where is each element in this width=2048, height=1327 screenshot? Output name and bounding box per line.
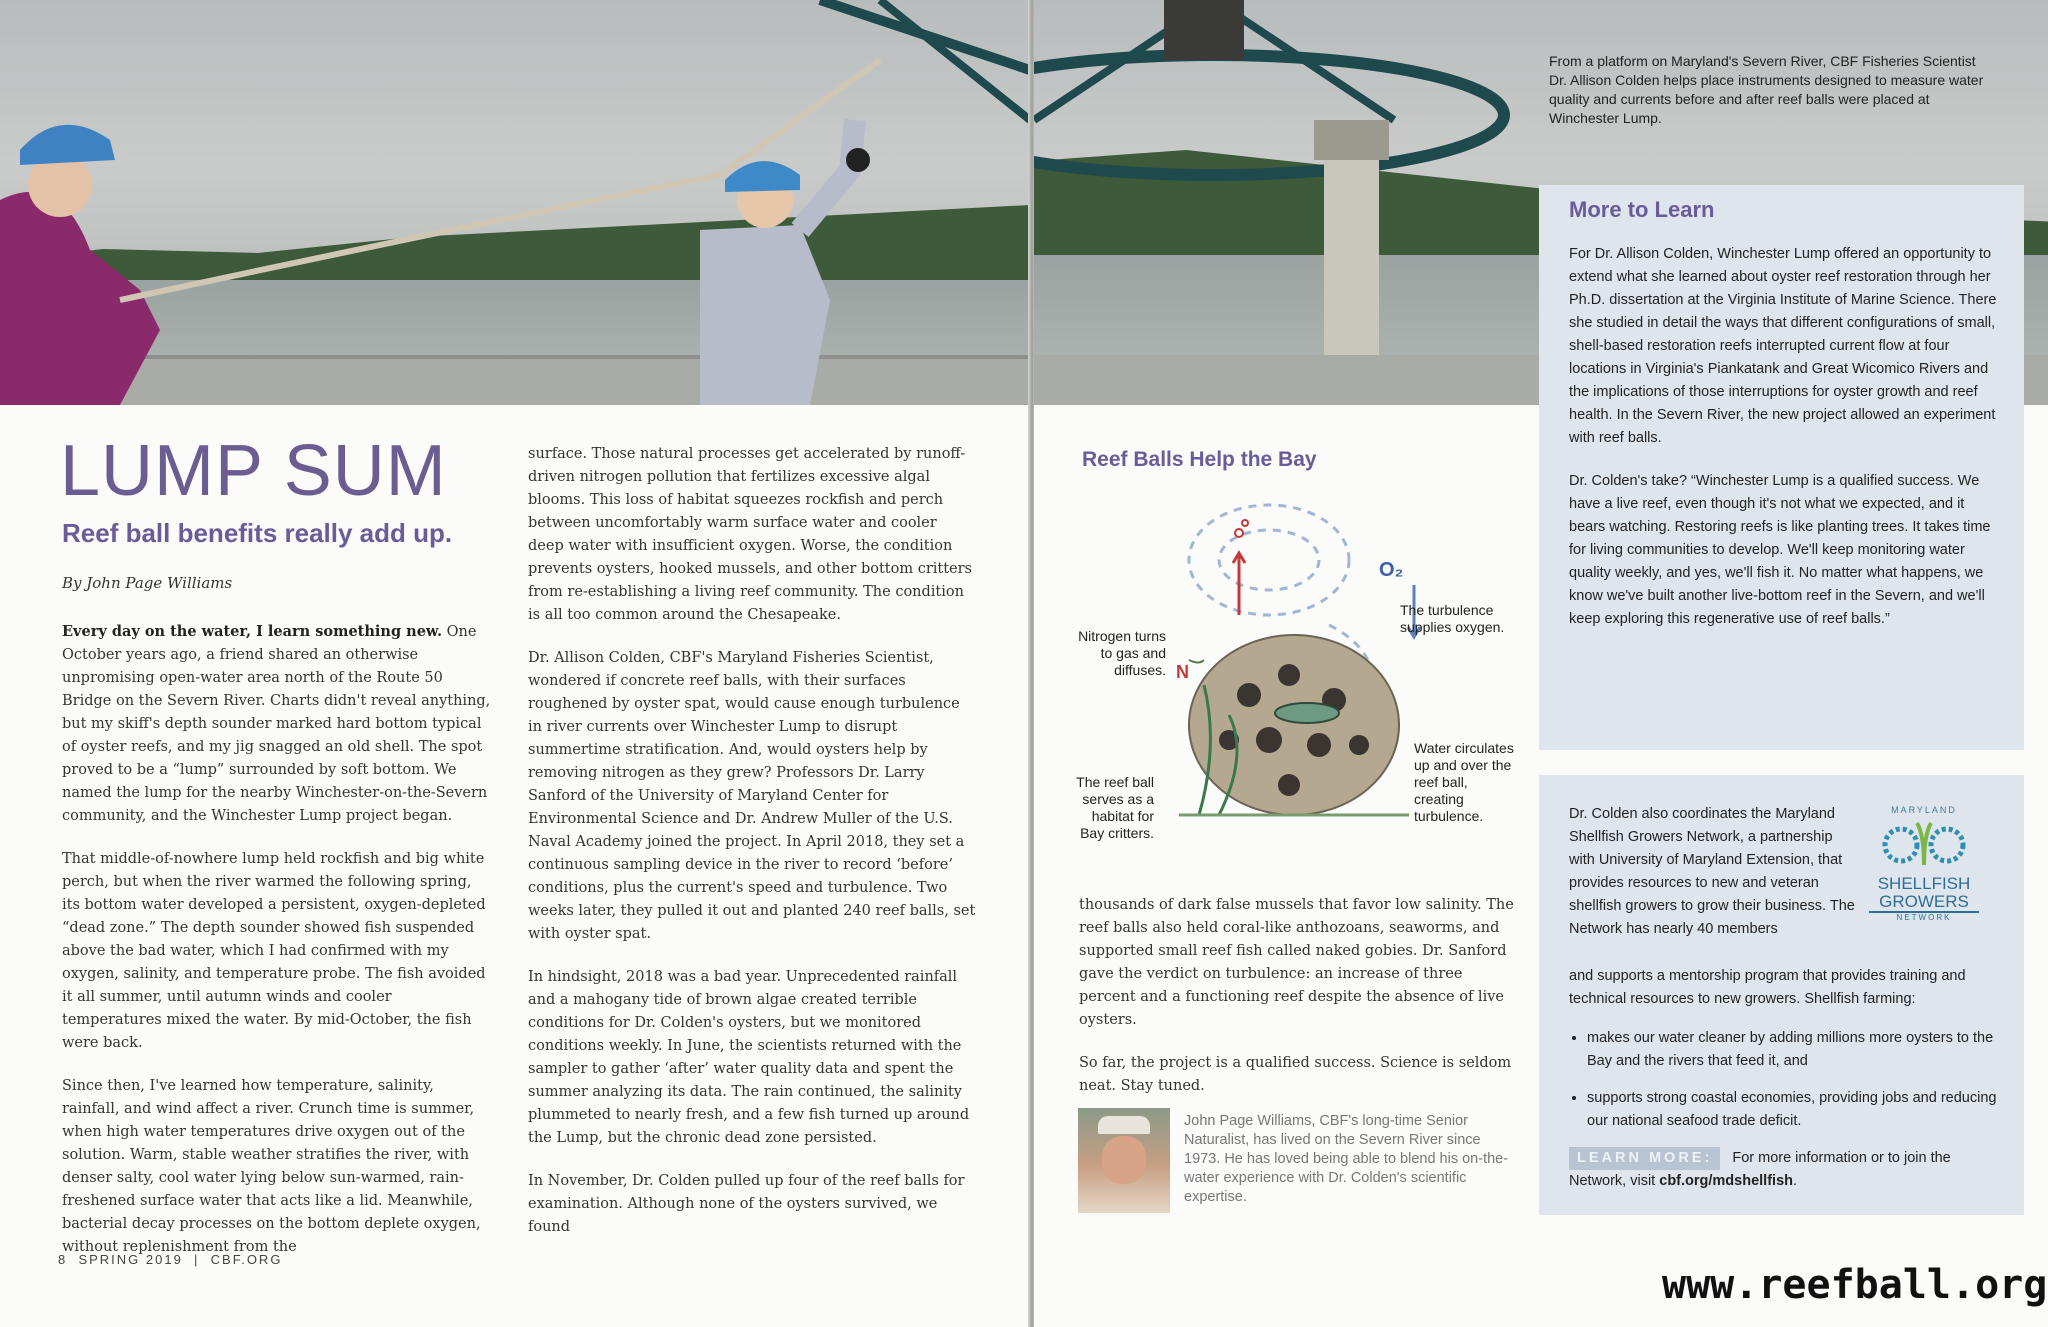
lead-bold: Every day on the water, I learn something new. xyxy=(62,623,442,640)
shellfish-logo xyxy=(1869,805,1979,922)
page-footer: 8 SPRING 2019 | CBF.ORG xyxy=(58,1252,283,1267)
shellfish-intro: Dr. Colden also coordinates the Maryland Shellfish Growers Network, a partnership with University of Maryland Extension, that provides resources to new and veteran shellfish growers to grow their business. The Network has nearly 40 members xyxy=(1569,806,1855,937)
paragraph xyxy=(62,620,494,828)
text-column-3 xyxy=(1079,894,1519,1118)
photo-scene xyxy=(0,0,1030,405)
paragraph: Dr. Allison Colden, CBF's Maryland Fisheries Scientist, wondered if concrete reef balls, with their surfaces roughened by oyster spat, would cause enough turbulence in river currents over Winchester Lump to disrupt summertime stratification. And, would oysters help by removing nitrogen as they grew? Professors Dr. Larry Sanford of the University of Maryland Center for Environmental Science and Dr. Andrew Muller of the U.S. Naval Academy joined the project. In April 2018, they set a continuous sampling device in the river to record ‘before’ conditions, plus the current's speed and turbulence. Two weeks later, they pulled it out and planted 240 reef balls, set with oyster spat. xyxy=(528,650,976,942)
paragraph: That middle-of-nowhere lump held rockfish and big white perch, but when the river warmed the following spring, its bottom water developed a persistent, oxygen-depleted “dead zone.” The depth sounder showed fish suspended above the bad water, which I had confirmed with my oxygen, salinity, and temperature probe. The fish avoided it all summer, until autumn winds and cooler temperatures mixed the water. By mid-October, the fish were back. xyxy=(62,851,486,1051)
author-photo xyxy=(1078,1108,1170,1213)
shellfish-panel xyxy=(1539,775,2024,1215)
photo-caption: From a platform on Maryland's Severn River, CBF Fisheries Scientist Dr. Allison Colden helps place instruments designed to measure water quality and currents before and after reef balls were placed at Winchester Lump. xyxy=(1549,53,1984,126)
more-to-learn-panel xyxy=(1539,185,2024,750)
paragraph: In hindsight, 2018 was a bad year. Unprecedented rainfall and a mahogany tide of brown algae created terrible conditions for Dr. Colden's oysters, but we monitored conditions weekly. In June, the scientists returned with the sampler to gather ‘after’ water quality data and spent the summer analyzing its data. The rain continued, the salinity plummeted to nearly fresh, and a few fish turned up around the Lump, but the chronic dead zone persisted. xyxy=(528,969,970,1146)
learn-more-badge: LEARN MORE: xyxy=(1569,1147,1720,1170)
paragraph: Since then, I've learned how temperature, salinity, rainfall, and wind affect a river. Crunch time is summer, when high water temperatures drive oxygen out of the solution. Warm, stable weather stratifies the river, with denser salty, cool water lying below sun-warmed, rain-freshened surface water that acts like a lid. Meanwhile, bacterial decay processes on the bottom deplete oxygen, without replenishment from the xyxy=(62,1078,481,1255)
paragraph: surface. Those natural processes get accelerated by runoff-driven nitrogen pollution that fertilizes excessive algal blooms. This loss of habitat squeezes rockfish and perch between uncomfortably warm surface water and cooler deep water with insufficient oxygen. Worse, the condition prevents oysters, hooked mussels, and other bottom critters from re-establishing a living reef community. The condition is all too common around the Chesapeake. xyxy=(528,446,972,623)
label-nitrogen: Nitrogen turns to gas and diffuses. xyxy=(1078,628,1166,678)
lead-rest: One October years ago, a friend shared an otherwise unpromising open-water area north of the Route 50 Bridge on the Severn River. Charts didn't reveal anything, but my skiff's depth sounder marked hard bottom typical of oyster reefs, and my jig snagged an old shell. The spot proved to be a “lump” surrounded by soft bottom. We named the lump for the nearby Winchester-on-the-Severn community, and the Winchester Lump project began. xyxy=(62,624,491,824)
learn-more-link[interactable]: cbf.org/mdshellfish xyxy=(1659,1173,1793,1189)
label-water: Water circulates up and over the reef ball, creating turbulence. xyxy=(1414,740,1514,824)
watermark: www.reefball.org xyxy=(1662,1262,2048,1308)
article-title: LUMP SUM xyxy=(60,431,447,511)
paragraph: In November, Dr. Colden pulled up four of the reef balls for examination. Although none of the oysters survived, we found xyxy=(528,1173,965,1235)
logo-sub: NETWORK xyxy=(1896,913,1952,922)
list-item: • makes our water cleaner by adding millions more oysters to the Bay and the rivers that feed it, and xyxy=(1587,1027,1999,1073)
n-symbol: N xyxy=(1176,662,1189,682)
logo-main-1: SHELLFISH xyxy=(1877,874,1971,893)
paragraph: For Dr. Allison Colden, Winchester Lump offered an opportunity to extend what she learned about oyster reef restoration through her Ph.D. dissertation at the Virginia Institute of Marine Science. There she studied in detail the ways that different configurations of small, shell-based restoration reefs interrupted current flow at four locations in Virginia's Piankatank and Great Wicomico Rivers and the implications of those interruptions for oyster growth and reef health. In the Severn River, the new project allowed an experiment with reef balls. xyxy=(1569,246,1997,446)
shellfish-intro-2: and supports a mentorship program that provides training and technical resources to new growers. Shellfish farming: xyxy=(1569,968,1966,1007)
panel-title: More to Learn xyxy=(1569,197,1715,222)
graphic-title: Reef Balls Help the Bay xyxy=(1082,448,1317,471)
paragraph: thousands of dark false mussels that favor low salinity. The reef balls also held coral-like anthozoans, seaworms, and supported small reef fish called naked gobies. Dr. Sanford gave the verdict on turbulence: an increase of three percent and a functioning reef despite the absence of live oysters. xyxy=(1079,897,1514,1028)
paragraph: Dr. Colden's take? “Winchester Lump is a qualified success. We have a live reef, even though it's not what we expected, and it bears watching. Restoring reefs is like planting trees. It takes time for living communities to develop. We'll keep monitoring water quality weekly, and yes, we'll fish it. No matter what happens, we know we've built another live-bottom reef in the Severn, and we'll keep exploring this regenerative use of reef balls.” xyxy=(1569,473,1991,627)
o2-symbol: O₂ xyxy=(1379,559,1404,581)
paragraph: So far, the project is a qualified success. Science is seldom neat. Stay tuned. xyxy=(1079,1055,1512,1094)
logo-main-2: GROWERS xyxy=(1869,893,1979,913)
photo-left xyxy=(0,0,1030,405)
label-habitat: The reef ball serves as a habitat for Bay critters. xyxy=(1076,774,1154,841)
text-column-2 xyxy=(528,443,976,1259)
oyster-icon xyxy=(1879,815,1969,870)
learn-more: LEARN MORE: For more information or to join the Network, visit cbf.org/mdshellfish. xyxy=(1569,1147,1999,1193)
byline: By John Page Williams xyxy=(62,574,233,592)
right-page xyxy=(1034,0,2048,1327)
logo-top: MARYLAND xyxy=(1891,805,1957,815)
article-subtitle: Reef ball benefits really add up. xyxy=(62,518,453,548)
shellfish-bullets xyxy=(1569,1027,1999,1133)
author-bio: John Page Williams, CBF's long-time Senior Naturalist, has lived on the Severn River since 1973. He has loved being able to blend his on-the-water experience with Dr. Colden's scientific expertise. xyxy=(1184,1113,1509,1205)
text-column-1 xyxy=(62,620,494,1279)
label-turbulence: The turbulence supplies oxygen. xyxy=(1400,602,1505,635)
list-item: • supports strong coastal economies, providing jobs and reducing our national seafood trade deficit. xyxy=(1587,1087,1999,1133)
